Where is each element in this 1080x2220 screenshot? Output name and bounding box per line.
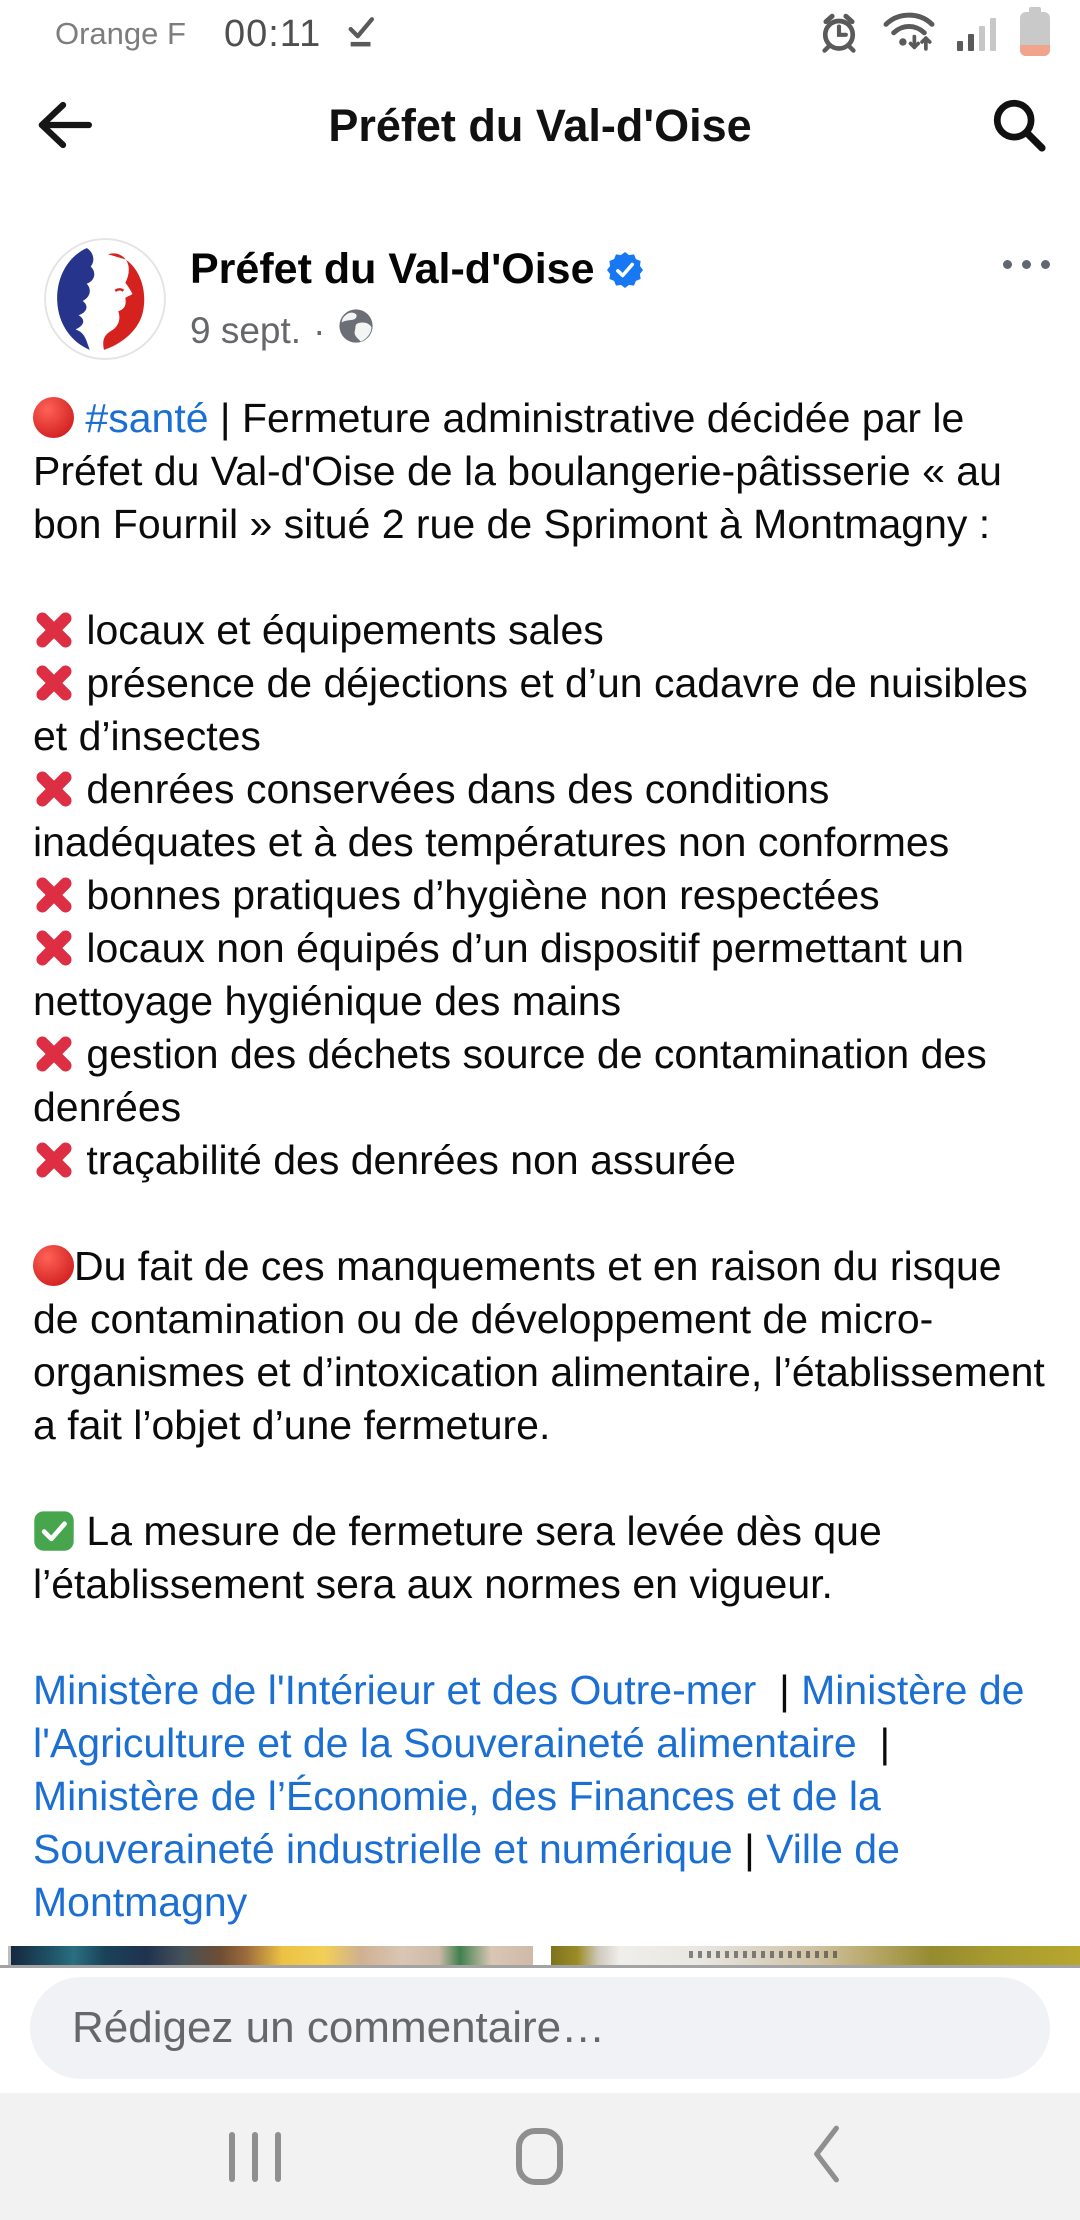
post-link[interactable]: Ville de Montmagny bbox=[33, 1826, 912, 1925]
status-left bbox=[55, 13, 379, 56]
recents-icon bbox=[229, 2132, 281, 2182]
cross-mark-emoji bbox=[33, 1139, 75, 1181]
globe-icon bbox=[337, 307, 375, 354]
post-link[interactable]: Ministère de l'Agriculture et de la Souveraineté alimentaire bbox=[33, 1667, 1036, 1766]
carrier-label: Orange F bbox=[55, 16, 186, 51]
post-text-line: La mesure de fermeture sera levée dès que l’établissement sera aux normes en vigueur. bbox=[33, 1508, 894, 1607]
cross-mark-emoji bbox=[33, 609, 75, 651]
status-bar bbox=[0, 0, 1080, 62]
comment-composer[interactable] bbox=[30, 1977, 1050, 2079]
wifi-icon bbox=[881, 9, 937, 60]
check-mark-emoji bbox=[33, 1510, 75, 1552]
search-icon bbox=[990, 96, 1048, 159]
verified-badge-icon bbox=[607, 252, 643, 288]
post-text-line: gestion des déchets source de contamination des denrées bbox=[33, 1031, 999, 1130]
post-blank-line bbox=[33, 1187, 1052, 1240]
recents-button[interactable] bbox=[195, 2112, 315, 2202]
search-button[interactable] bbox=[986, 94, 1052, 160]
post-text-line: Ministère de l'Intérieur et des Outre-mer | Ministère de l'Agriculture et de la Souveraineté alimentaire | Ministère de l’Économie, des Finances et de la Souveraineté industrielle et numérique | Ville de Montmagny bbox=[33, 1667, 1036, 1925]
comment-input[interactable] bbox=[70, 2002, 1010, 2054]
cross-mark-emoji bbox=[33, 874, 75, 916]
battery-low-icon bbox=[1020, 12, 1050, 56]
post-subline bbox=[190, 307, 643, 354]
post-header bbox=[44, 238, 1050, 360]
android-navbar bbox=[0, 2093, 1080, 2220]
download-check-icon bbox=[345, 15, 379, 54]
post-blank-line bbox=[33, 551, 1052, 604]
app-bar bbox=[0, 62, 1080, 190]
home-icon bbox=[516, 2128, 563, 2185]
cross-mark-emoji bbox=[33, 927, 75, 969]
home-button[interactable] bbox=[480, 2112, 600, 2202]
post-blank-line bbox=[33, 1452, 1052, 1505]
photo-strip bbox=[0, 1946, 1080, 1968]
nav-back-button[interactable] bbox=[765, 2112, 885, 2202]
post-photo-2[interactable] bbox=[551, 1946, 1080, 1965]
nav-back-icon bbox=[805, 2123, 845, 2190]
post-body bbox=[33, 392, 1057, 1929]
post-text-line: locaux non équipés d’un dispositif permettant un nettoyage hygiénique des mains bbox=[33, 925, 976, 1024]
red-circle-emoji bbox=[33, 397, 74, 438]
post-link[interactable]: Ministère de l’Économie, des Finances et de la Souveraineté industrielle et numérique bbox=[33, 1773, 893, 1872]
red-circle-emoji bbox=[33, 1245, 74, 1286]
post-text-line: denrées conservées dans des conditions inadéquates et à des températures non conformes bbox=[33, 766, 950, 865]
status-right bbox=[817, 9, 1050, 60]
post-photo-1[interactable] bbox=[8, 1946, 533, 1965]
post-text-line: bonnes pratiques d’hygiène non respectées bbox=[33, 869, 1052, 922]
post-text-line: présence de déjections et d’un cadavre de nuisibles et d’insectes bbox=[33, 660, 1040, 759]
post-text-line: #santé | Fermeture administrative décidée par le Préfet du Val-d'Oise de la boulangerie-pâtisserie « au bon Fournil » situé 2 rue de Sprimont à Montmagny : bbox=[33, 395, 1014, 547]
post-link[interactable]: Ministère de l'Intérieur et des Outre-mer bbox=[33, 1667, 757, 1713]
date-separator: · bbox=[313, 309, 326, 351]
page-title: Préfet du Val-d'Oise bbox=[328, 100, 752, 151]
post-meta bbox=[190, 238, 643, 360]
post-text-line: Du fait de ces manquements et en raison du risque de contamination ou de développement de micro-organismes et d’intoxication alimentaire, l’établissement a fait l’objet d’une fermeture. bbox=[33, 1243, 1057, 1448]
cross-mark-emoji bbox=[33, 768, 75, 810]
post-blank-line bbox=[33, 1611, 1052, 1664]
cross-mark-emoji bbox=[33, 1033, 75, 1075]
post-date: 9 sept. bbox=[190, 309, 302, 351]
author-name[interactable]: Préfet du Val-d'Oise bbox=[190, 245, 595, 293]
post-text-line: traçabilité des denrées non assurée bbox=[33, 1134, 1052, 1187]
post-link[interactable]: #santé bbox=[85, 395, 209, 441]
avatar[interactable] bbox=[44, 238, 166, 360]
post-menu-button[interactable] bbox=[1003, 260, 1050, 272]
cross-mark-emoji bbox=[33, 662, 75, 704]
post-text-line: locaux et équipements sales bbox=[33, 604, 1052, 657]
signal-icon bbox=[957, 17, 996, 51]
alarm-icon bbox=[817, 10, 861, 59]
status-time: 00:11 bbox=[223, 12, 322, 55]
